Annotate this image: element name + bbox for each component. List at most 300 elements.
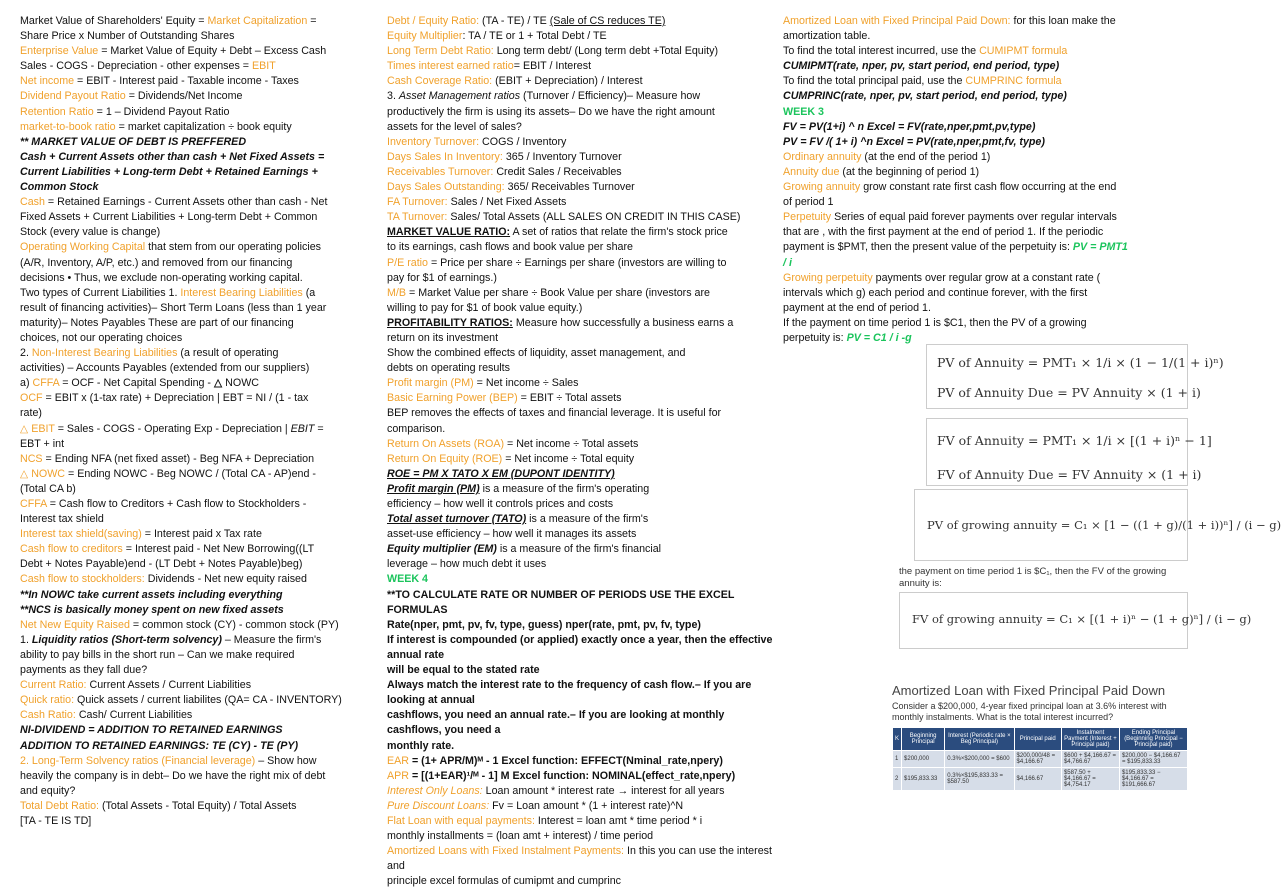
note-line — [783, 44, 1187, 59]
note-line — [20, 497, 382, 512]
note-text: Net income — [20, 75, 75, 88]
note-text: Loan amount * interest rate → interest for all years — [482, 784, 725, 797]
note-text: CFFA — [32, 377, 60, 390]
note-line — [387, 799, 779, 814]
note-text: = common stock (CY) - common stock (PY) — [129, 618, 339, 631]
note-text: Measure how successfully a business earns a — [512, 316, 734, 329]
table-cell: 0.3%×$195,833.33 = $587.50 — [945, 768, 1014, 791]
note-line — [387, 135, 779, 150]
note-text: Profit margin (PM) — [387, 482, 480, 495]
note-text: comparison. — [387, 422, 446, 435]
note-text: (a result of operating — [177, 347, 279, 360]
note-text: Net New Equity Raised — [20, 618, 130, 631]
note-text: perpetuity is: — [783, 331, 847, 344]
note-text: (a — [302, 286, 316, 299]
note-text: COGS / Inventory — [479, 135, 567, 148]
note-line — [387, 406, 779, 421]
note-text: Debt / Equity Ratio: — [387, 15, 480, 27]
note-line — [783, 240, 1187, 255]
note-line — [20, 120, 382, 135]
note-line — [20, 301, 382, 316]
note-text: P/E ratio — [387, 256, 428, 269]
note-line — [20, 165, 382, 180]
note-line — [387, 557, 779, 572]
note-text: Amortized Loan with Fixed Principal Paid Down: — [783, 15, 1011, 27]
note-text: decisions • Thus, we exclude non-operating working capital. — [20, 271, 303, 284]
note-line — [387, 663, 779, 678]
table-header: Beginning Principal — [902, 728, 945, 751]
note-text: ** MARKET VALUE OF DEBT IS PREFFERED — [20, 135, 247, 148]
note-line — [387, 633, 779, 663]
note-text: Rate(nper, pmt, pv, fv, type, guess) nper(rate, pmt, pv, fv, type) — [387, 618, 701, 631]
note-line — [387, 452, 779, 467]
note-text: EBIT — [290, 422, 315, 435]
note-line — [387, 844, 779, 874]
table-header: Interest (Periodic rate × Beg Principal) — [945, 728, 1014, 751]
note-line — [20, 769, 382, 784]
note-line — [387, 739, 779, 754]
note-line — [20, 588, 382, 603]
note-text: = 1 – Dividend Payout Ratio — [93, 105, 230, 118]
note-text: Enterprise Value — [20, 45, 99, 58]
note-text: = Interest paid - Net New Borrowing((LT — [122, 543, 315, 556]
table-cell: 0.3%×$200,000 = $600 — [945, 751, 1014, 768]
note-text: assets for the level of sales? — [387, 120, 522, 133]
growing-annuity-fv-box — [899, 592, 1252, 649]
table-header: K — [893, 728, 902, 751]
note-line — [387, 74, 779, 89]
note-text: TA Turnover: — [387, 211, 448, 224]
note-line — [783, 89, 1187, 104]
note-line — [20, 406, 382, 421]
note-text: = Sales - COGS - Operating Exp - Depreciation | — [54, 422, 291, 435]
note-text: 365 / Inventory Turnover — [502, 150, 622, 163]
note-text: = Market Value per share ÷ Book Value per share (investors are — [406, 286, 710, 299]
note-text: Receivables Turnover: — [387, 165, 494, 178]
note-text: Growing perpetuity — [783, 271, 873, 284]
note-line — [20, 44, 382, 59]
note-text: Series of equal paid forever payments over regular intervals — [831, 211, 1117, 224]
note-text: amortization table. — [783, 30, 871, 43]
note-text: FA Turnover: — [387, 196, 448, 209]
table-header: Instalment Payment (Interest + Principal paid) — [1061, 728, 1119, 751]
column-left — [20, 14, 382, 829]
note-line — [387, 165, 779, 180]
annuity-due-fv-formula: FV of Annuity Due = FV Annuity × (1 + i) — [937, 467, 1202, 482]
note-text: Asset Management ratios — [398, 90, 521, 103]
note-text: = Retained Earnings - Current Assets other than cash - Net — [44, 196, 328, 209]
note-line — [20, 723, 382, 738]
note-line — [20, 89, 382, 104]
note-text: Cash — [20, 196, 45, 209]
note-text: rate) — [20, 407, 42, 420]
note-line — [20, 346, 382, 361]
note-text: = market capitalization ÷ book equity — [115, 120, 292, 133]
note-text: EAR — [387, 754, 409, 767]
table-cell: $587.50 + $4,166.67 = $4,754.17 — [1061, 768, 1119, 791]
note-line — [20, 74, 382, 89]
note-line — [20, 633, 382, 648]
note-text: Current Ratio: — [20, 679, 87, 692]
note-text: (Total CA b) — [20, 482, 76, 495]
note-line — [387, 467, 779, 482]
note-line — [20, 452, 382, 467]
note-text: intervals which g) each period and continue forever, with the first — [783, 286, 1088, 299]
note-line — [20, 195, 382, 210]
note-text: = Ending NFA (net fixed asset) - Beg NFA + Depreciation — [42, 452, 315, 465]
note-text: asset-use efficiency – how well it manages its assets — [387, 528, 637, 541]
note-text: Growing annuity — [783, 181, 861, 194]
note-line — [783, 225, 1187, 240]
note-text: that are , with the first payment at the end of period 1. If the periodic — [783, 226, 1104, 239]
note-line — [387, 437, 779, 452]
note-text: is a measure of the firm's — [526, 513, 649, 526]
note-line — [387, 754, 779, 769]
note-line — [20, 739, 382, 754]
note-text: 365/ Receivables Turnover — [504, 181, 635, 194]
note-text: (TA - TE) / TE — [479, 15, 550, 27]
note-text: **TO CALCULATE RATE OR NUMBER OF PERIODS USE THE EXCEL FORMULAS — [387, 588, 735, 616]
note-line — [387, 240, 779, 255]
note-text: To find the total interest incurred, use the — [783, 45, 980, 58]
note-line — [783, 316, 1187, 331]
note-text: = EBIT - Interest paid - Taxable income - Taxes — [74, 75, 299, 88]
table-cell: 1 — [893, 751, 902, 768]
note-text: and equity? — [20, 784, 76, 797]
note-line — [387, 301, 779, 316]
note-text: Non-Interest Bearing Liabilities — [31, 347, 178, 360]
note-text: Sales / Net Fixed Assets — [447, 196, 567, 209]
note-line — [20, 799, 382, 814]
note-text: (Turnover / Efficiency)– Measure how — [520, 90, 701, 103]
note-line — [387, 527, 779, 542]
note-text: Total asset turnover (TATO) — [387, 513, 527, 526]
note-line — [387, 422, 779, 437]
note-text: PV = PMT1 — [1072, 241, 1128, 254]
note-text: CUMIPMT formula — [979, 45, 1068, 58]
note-text: return on its investment — [387, 331, 499, 344]
note-line — [387, 708, 779, 738]
note-line — [20, 225, 382, 240]
note-text: = Interest paid x Tax rate — [141, 528, 262, 541]
note-line — [387, 195, 779, 210]
note-line — [20, 754, 382, 769]
note-line — [20, 59, 382, 74]
note-text: = — [314, 422, 324, 435]
note-line — [387, 588, 779, 618]
note-text: Dividends - Net new equity raised — [144, 573, 307, 586]
note-line — [20, 210, 382, 225]
note-text: Pure Discount Loans: — [387, 799, 490, 812]
note-text: Long term debt/ (Long term debt +Total Equity) — [493, 45, 718, 58]
note-line — [20, 422, 382, 437]
note-text: Two types of Current Liabilities 1. — [20, 286, 181, 299]
note-text: PROFITABILITY RATIOS: — [387, 316, 513, 329]
note-text: Cash/ Current Liabilities — [75, 709, 193, 722]
note-line — [20, 482, 382, 497]
note-line — [20, 376, 382, 391]
note-text: CUMPRINC formula — [965, 75, 1062, 88]
table-cell: $195,833.33 — [902, 768, 945, 791]
note-text: Perpetuity — [783, 211, 832, 224]
note-line — [783, 105, 1187, 120]
note-text: (at the end of the period 1) — [861, 150, 991, 163]
note-line — [783, 256, 1187, 271]
growing-annuity-pv-box — [914, 489, 1281, 561]
note-text: Return On Assets (ROA) — [387, 437, 505, 450]
note-line — [783, 120, 1187, 135]
table-row — [893, 751, 1188, 768]
note-text: willing to pay for $1 of book value equity.) — [387, 301, 583, 314]
note-text: A set of ratios that relate the firm's stock price — [510, 226, 728, 239]
note-text: = (1+ APR/M)ᴹ - 1 Excel function: EFFECT(Nminal_rate,npery) — [408, 754, 723, 767]
note-text: = Net income ÷ Total assets — [504, 437, 639, 450]
note-line — [783, 59, 1187, 74]
note-text: Current Liabilities + Long-term Debt + Retained Earnings + — [20, 165, 318, 178]
note-line — [20, 240, 382, 255]
note-text: Cash Ratio: — [20, 709, 76, 722]
annuity-fv-formula-box — [926, 418, 1212, 486]
note-text: Equity Multiplier — [387, 30, 463, 43]
note-text: principle excel formulas of cumipmt and cumprinc — [387, 875, 622, 888]
note-text: 2. — [20, 347, 32, 360]
note-line — [387, 180, 779, 195]
note-line — [783, 135, 1187, 150]
annuity-fv-formula: FV of Annuity = PMT₁ × 1/i × [(1 + i)ⁿ − 1] — [937, 433, 1212, 448]
note-text: Sales - COGS - Depreciation - other expenses = — [20, 60, 252, 73]
note-text: = OCF - Net Capital Spending - — [59, 377, 214, 390]
note-text: Cash Coverage Ratio: — [387, 75, 493, 88]
note-text: Cash flow to creditors — [20, 543, 123, 556]
note-text: MARKET VALUE RATIO: — [387, 226, 511, 239]
note-text: WEEK 3 — [783, 105, 824, 118]
note-text: ability to pay bills in the short run – Can we make required — [20, 648, 295, 661]
table-header: Principal paid — [1014, 728, 1061, 751]
note-text: CUMIPMT(rate, nper, pv, start period, end period, type) — [783, 60, 1060, 73]
note-line — [783, 271, 1187, 286]
note-line — [783, 14, 1187, 29]
note-text: = [(1+EAR)¹/ᴹ - 1] M Excel function: NOMINAL(effect_rate,npery) — [408, 769, 736, 782]
note-line — [783, 286, 1187, 301]
note-text: Cash flow to stockholders: — [20, 573, 145, 586]
note-text: leverage – how much debt it uses — [387, 558, 547, 571]
note-line — [387, 105, 779, 120]
note-text: Cash + Current Assets other than cash + Net Fixed Assets = — [20, 150, 325, 163]
note-line — [387, 376, 779, 391]
note-text: ROE = PM X TATO X EM (DUPONT IDENTITY) — [387, 467, 615, 480]
note-text: (Total Assets - Total Equity) / Total Assets — [99, 799, 297, 812]
note-text: = Net income ÷ Sales — [473, 377, 579, 390]
note-text: Interest Bearing Liabilities — [180, 286, 303, 299]
note-text: – Measure the firm's — [221, 633, 322, 646]
note-text: efficiency – how well it controls prices and costs — [387, 498, 614, 510]
note-text: = Cash flow to Creditors + Cash flow to Stockholders - — [46, 498, 307, 510]
note-text: NCS — [20, 452, 43, 465]
note-text: Sales/ Total Assets (ALL SALES ON CREDIT IN THIS CASE) — [447, 211, 741, 224]
note-text: △ EBIT — [20, 422, 55, 435]
note-line — [20, 256, 382, 271]
note-text: 3. — [387, 90, 399, 103]
note-text: Common Stock — [20, 181, 99, 194]
note-line — [387, 286, 779, 301]
note-text: of period 1 — [783, 196, 834, 209]
table-row — [893, 768, 1188, 791]
note-text: payments as they fall due? — [20, 664, 148, 677]
note-line — [387, 829, 779, 844]
note-text: = Dividends/Net Income — [125, 90, 243, 103]
table-cell: $4,166.67 — [1014, 768, 1061, 791]
note-text: monthly installments = (loan amt + interest) / time period — [387, 830, 654, 843]
note-text: heavily the company is in debt– Do we have the right mix of debt — [20, 769, 326, 782]
note-text: To find the total principal paid, use the — [783, 75, 966, 88]
table-header: Ending Principal (Beginning Principal − Principal paid) — [1119, 728, 1187, 751]
note-line — [387, 346, 779, 361]
note-line — [20, 512, 382, 527]
note-text: Profit margin (PM) — [387, 377, 474, 390]
note-line — [783, 195, 1187, 210]
note-line — [20, 286, 382, 301]
note-line — [387, 316, 779, 331]
note-text: CUMPRINC(rate, nper, pv, start period, end period, type) — [783, 90, 1067, 103]
note-text: Retention Ratio — [20, 105, 94, 118]
note-text: If the payment on time period 1 is $C1, then the PV of a growing — [783, 316, 1087, 329]
note-text: to its earnings, cash flows and book value per share — [387, 241, 633, 254]
note-line — [20, 391, 382, 406]
note-text: (EBIT + Depreciation) / Interest — [492, 75, 643, 88]
note-text: that stem from our operating policies — [145, 241, 321, 254]
note-text: 1. — [20, 633, 32, 646]
column-right — [783, 14, 1187, 346]
note-line — [783, 74, 1187, 89]
note-line — [387, 210, 779, 225]
note-text: Market Value of Shareholders' Equity = — [20, 15, 208, 27]
note-text: △ NOWC — [20, 467, 66, 480]
note-line — [20, 784, 382, 799]
note-text: Flat Loan with equal payments: — [387, 814, 535, 827]
note-line — [20, 708, 382, 723]
note-text: Fv = Loan amount * (1 + interest rate)^N — [489, 799, 684, 812]
note-text: Equity multiplier (EM) — [387, 543, 497, 556]
note-text: Basic Earning Power (BEP) — [387, 392, 518, 405]
note-line — [387, 482, 779, 497]
note-line — [20, 648, 382, 663]
table-cell: $195,833.33 − $4,166.67 = $191,666.67 — [1119, 768, 1187, 791]
amortization-question: Consider a $200,000, 4-year fixed principal loan at 3.6% interest with monthly instalments. What is the total interest incurred? — [892, 701, 1167, 722]
table-cell: 2 — [893, 768, 902, 791]
note-text: cashflows, you need an annual rate.– If you are looking at monthly cashflows, you need a — [387, 709, 725, 737]
note-line — [783, 150, 1187, 165]
note-text: pay for $1 of earnings.) — [387, 271, 497, 284]
note-text: FV = PV(1+i) ^ n Excel = FV(rate,nper,pmt,pv,type) — [783, 120, 1036, 133]
note-line — [20, 527, 382, 542]
note-line — [387, 618, 779, 633]
note-line — [20, 316, 382, 331]
note-text: debts on operating results — [387, 362, 510, 375]
note-text: = Price per share ÷ Earnings per share (investors are willing to — [428, 256, 727, 269]
table-cell: $200,000 — [902, 751, 945, 768]
annuity-pv-formula: PV of Annuity = PMT₁ × 1/i × (1 − 1/(1 + i)ⁿ) — [937, 355, 1224, 370]
note-text: activities) – Accounts Payables (extended from our suppliers) — [20, 362, 310, 375]
note-text: Operating Working Capital — [20, 241, 146, 254]
note-text: Debt + Notes Payable)end - (LT Debt + Notes Payable)beg) — [20, 558, 303, 571]
note-text: Liquidity ratios (Short-term solvency) — [31, 633, 222, 646]
note-line — [20, 14, 382, 29]
note-line — [387, 59, 779, 74]
note-line — [387, 331, 779, 346]
note-line — [20, 361, 382, 376]
note-line — [387, 391, 779, 406]
note-text: productively the firm is using its assets– Do we have the right amount — [387, 105, 715, 118]
note-text: (Sale of CS reduces TE) — [549, 15, 666, 27]
note-text: = EBIT x (1-tax rate) + Depreciation | EBT = NI / (1 - tax — [42, 392, 309, 405]
note-line — [20, 572, 382, 587]
growing-annuity-fv-formula: FV of growing annuity = C₁ × [(1 + i)ⁿ − (1 + g)ⁿ] / (i − g) — [912, 612, 1252, 626]
note-text: Stock (every value is change) — [20, 226, 161, 239]
note-text: Total Debt Ratio: — [20, 799, 100, 812]
note-line — [387, 769, 779, 784]
table-cell: $600 + $4,166.67 = $4,766.67 — [1061, 751, 1119, 768]
note-text: grow constant rate first cash flow occurring at the end — [860, 181, 1117, 194]
note-text: Always match the interest rate to the frequency of cash flow.– If you are looking at annual — [387, 679, 752, 707]
note-text: Interest Only Loans: — [387, 784, 483, 797]
note-line — [387, 150, 779, 165]
note-text: Days Sales Outstanding: — [387, 181, 505, 194]
note-line — [387, 784, 779, 799]
note-text: Days Sales In Inventory: — [387, 150, 503, 163]
note-line — [387, 256, 779, 271]
note-text: [TA - TE IS TD] — [20, 814, 92, 827]
note-text: Share Price x Number of Outstanding Shares — [20, 30, 235, 43]
note-line — [387, 44, 779, 59]
note-text: Market Capitalization — [207, 15, 308, 27]
note-text: : TA / TE or 1 + Total Debt / TE — [462, 30, 607, 43]
note-text: = Net income ÷ Total equity — [502, 452, 635, 465]
note-line — [20, 135, 382, 150]
note-text: Interest tax shield(saving) — [20, 528, 142, 541]
note-text: a) — [20, 377, 33, 390]
annuity-pv-formula-box — [926, 344, 1224, 409]
growing-annuity-pv-formula: PV of growing annuity = C₁ × [1 − ((1 + g)/(1 + i))ⁿ] / (i − g) — [927, 518, 1281, 532]
note-line — [387, 361, 779, 376]
amortization-title: Amortized Loan with Fixed Principal Paid Down — [892, 683, 1166, 698]
table-cell: $200,000/48 = $4,166.67 — [1014, 751, 1061, 768]
note-text: monthly rate. — [387, 739, 455, 752]
note-text: PV = FV /( 1+ i) ^n Excel = PV(rate,nper,pmt,fv, type) — [783, 135, 1045, 148]
note-text: NOWC — [222, 377, 260, 390]
note-text: Dividend Payout Ratio — [20, 90, 126, 103]
note-text: Inventory Turnover: — [387, 135, 480, 148]
note-text: Interest tax shield — [20, 513, 104, 526]
note-line — [20, 603, 382, 618]
column-middle — [387, 14, 779, 889]
note-line — [783, 165, 1187, 180]
note-text: PV = C1 / i -g — [846, 331, 912, 344]
note-line — [387, 874, 779, 889]
note-line — [387, 678, 779, 708]
note-line — [20, 467, 382, 482]
note-line — [387, 225, 779, 240]
note-text: **NCS is basically money spent on new fixed assets — [20, 603, 284, 616]
note-text: will be equal to the stated rate — [387, 664, 540, 677]
note-text: EBIT — [251, 60, 276, 73]
note-text: Show the combined effects of liquidity, asset management, and — [387, 347, 686, 360]
note-line — [20, 29, 382, 44]
note-line — [20, 105, 382, 120]
note-text: In this you can use the interest and — [387, 845, 772, 873]
note-line — [387, 89, 779, 104]
note-line — [20, 437, 382, 452]
note-text: result of financing activities)– Short Term Loans (less than 1 year — [20, 301, 327, 314]
